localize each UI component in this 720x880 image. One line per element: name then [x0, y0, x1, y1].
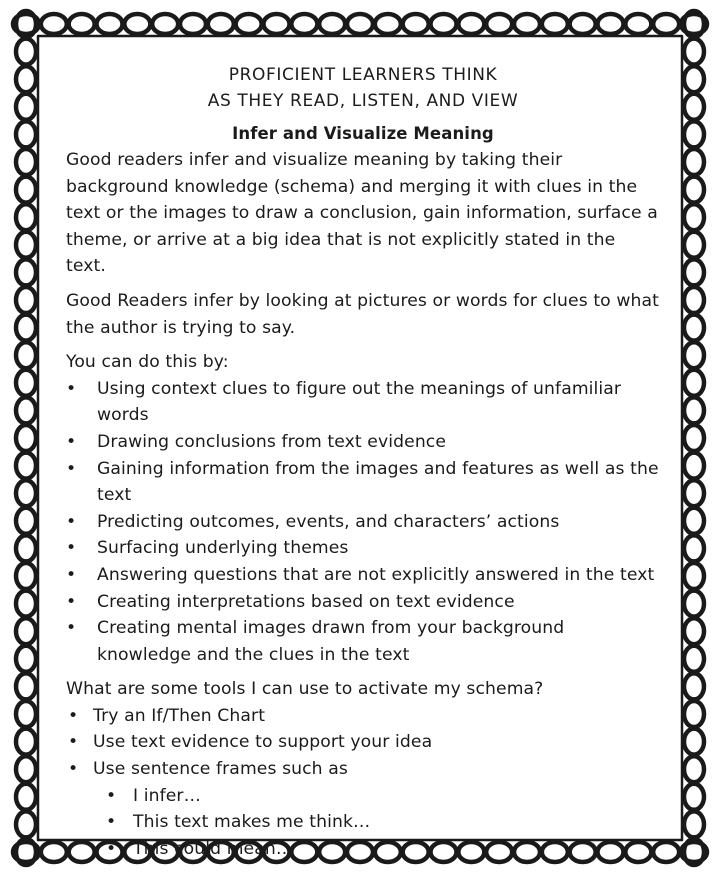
border-loop [16, 39, 36, 65]
border-loop [69, 14, 95, 34]
list-item: • This text makes me think… [106, 809, 660, 836]
list-item: • Try an If/Then Chart [66, 703, 660, 730]
border-loop [684, 453, 704, 479]
page-header [66, 62, 660, 114]
border-loop [16, 618, 36, 644]
border-loop [180, 14, 206, 34]
border-loop [431, 14, 457, 34]
border-loop [16, 673, 36, 699]
border-loop [514, 14, 540, 34]
border-loop [684, 591, 704, 617]
border-loop [16, 94, 36, 120]
border-loop [684, 66, 704, 92]
border-loop [16, 232, 36, 258]
border-loop [684, 425, 704, 451]
border-loop [16, 287, 36, 313]
border-loop [236, 14, 262, 34]
border-loop [684, 204, 704, 230]
border-loop [16, 563, 36, 589]
border-loop [16, 177, 36, 203]
border-loop [291, 14, 317, 34]
list-item: • Creating interpretations based on text evidence [66, 589, 660, 616]
border-loop [16, 729, 36, 755]
border-loop [684, 756, 704, 782]
border-loop [208, 14, 234, 34]
border-loop [16, 508, 36, 534]
border-loop [542, 14, 568, 34]
border-loop [684, 39, 704, 65]
list-item: • Use text evidence to support your idea [66, 729, 660, 756]
border-loop [684, 259, 704, 285]
border-loop [458, 14, 484, 34]
border-loop [684, 232, 704, 258]
border-loop [684, 508, 704, 534]
list-item: • Using context clues to figure out the meanings of unfamiliar words [66, 376, 660, 429]
border-loop [152, 14, 178, 34]
border-loop [684, 315, 704, 341]
border-loop [684, 729, 704, 755]
header-line-2: AS THEY READ, LISTEN, AND VIEW [207, 91, 519, 111]
border-loop [653, 14, 679, 34]
border-loop [684, 94, 704, 120]
border-loop [16, 425, 36, 451]
border-loop [16, 342, 36, 368]
border-loop [684, 342, 704, 368]
border-loop [16, 397, 36, 423]
paragraph-definition: Good readers infer and visualize meaning by taking their background knowledge (schema) and merging it with clues in the text or the images to draw a conclusion, gain information, surface a theme, or arrive at a big idea that is not explicitly stated in the text. [66, 150, 658, 277]
list-item: • Gaining information from the images and features as well as the text [66, 456, 660, 509]
header-line-1: PROFICIENT LEARNERS THINK [228, 65, 498, 85]
border-loop [625, 14, 651, 34]
tools-list [66, 703, 660, 783]
border-loop [41, 14, 67, 34]
list-item: • Answering questions that are not explicitly answered in the text [66, 562, 660, 589]
list-item: • This could mean… [106, 836, 660, 863]
border-loop [16, 646, 36, 672]
strategies-intro: You can do this by: [66, 352, 229, 373]
border-loop [124, 14, 150, 34]
border-loop [16, 701, 36, 727]
border-loop [16, 480, 36, 506]
border-loop [16, 66, 36, 92]
border-loop [684, 563, 704, 589]
border-loop [684, 177, 704, 203]
border-loop [16, 811, 36, 837]
border-loop [16, 784, 36, 810]
border-loop [16, 259, 36, 285]
border-loop [684, 784, 704, 810]
border-loop [684, 646, 704, 672]
border-loop [598, 14, 624, 34]
list-item: • I infer… [106, 783, 660, 810]
border-loop [684, 480, 704, 506]
list-item: • Creating mental images drawn from your background knowledge and the clues in the text [66, 615, 660, 668]
border-loop [684, 811, 704, 837]
border-loop [684, 535, 704, 561]
border-loop [16, 204, 36, 230]
border-loop [16, 453, 36, 479]
border-loop [97, 14, 123, 34]
list-item: • Surfacing underlying themes [66, 535, 660, 562]
border-loop [684, 701, 704, 727]
border-loop [16, 315, 36, 341]
border-loop [403, 14, 429, 34]
border-loop [16, 756, 36, 782]
list-item: • Predicting outcomes, events, and characters’ actions [66, 509, 660, 536]
border-loop [16, 370, 36, 396]
border-loop [16, 121, 36, 147]
border-loop [570, 14, 596, 34]
tools-question: What are some tools I can use to activate my schema? [66, 679, 544, 700]
border-loop [486, 14, 512, 34]
border-loop [16, 591, 36, 617]
border-loop [684, 149, 704, 175]
border-loop [684, 397, 704, 423]
border-loop [684, 121, 704, 147]
strategies-list [66, 376, 660, 669]
document-body [66, 62, 660, 862]
section-heading: Infer and Visualize Meaning [232, 124, 494, 143]
sentence-frames-list [66, 783, 660, 863]
border-loop [375, 14, 401, 34]
border-loop [264, 14, 290, 34]
border-loop [41, 842, 67, 862]
border-loop [319, 14, 345, 34]
border-loop [684, 370, 704, 396]
list-item: • Drawing conclusions from text evidence [66, 429, 660, 456]
border-loop [16, 149, 36, 175]
list-item: • Use sentence frames such as [66, 756, 660, 783]
border-loop [684, 673, 704, 699]
border-loop [684, 287, 704, 313]
border-loop [684, 618, 704, 644]
border-loop [347, 14, 373, 34]
paragraph-good-readers: Good Readers infer by looking at pictures or words for clues to what the author is trying to say. [66, 290, 659, 338]
border-loop [16, 535, 36, 561]
